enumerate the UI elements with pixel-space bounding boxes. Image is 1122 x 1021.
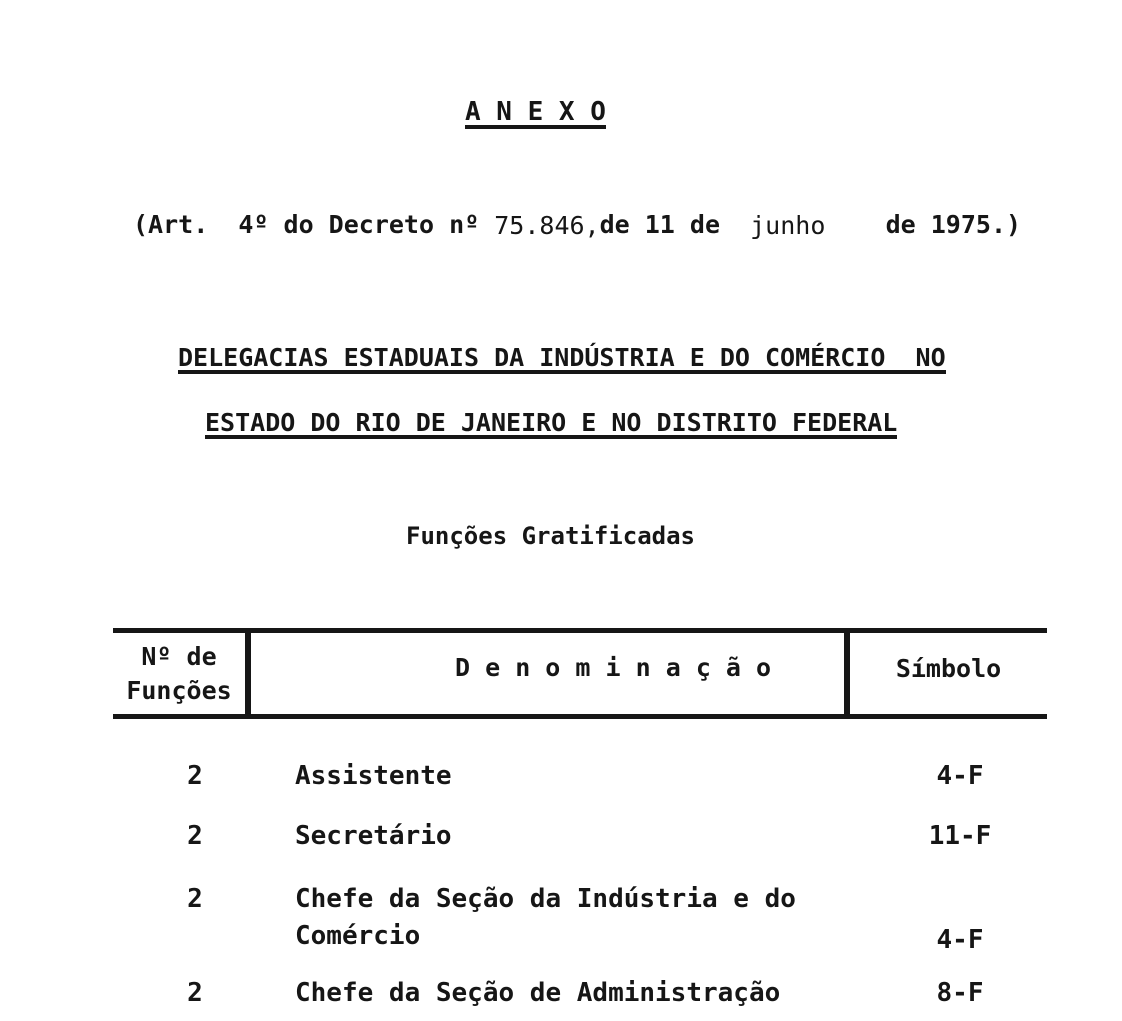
decree-number: 75.846, <box>494 211 600 240</box>
table-row-1-simbolo: 4-F <box>936 761 984 791</box>
table-row-3-simbolo: 4-F <box>936 925 984 955</box>
article-mid: de 11 de <box>599 210 751 239</box>
section-heading-line2: ESTADO DO RIO DE JANEIRO E NO DISTRITO FEDERAL <box>205 408 898 437</box>
article-suffix: de 1975.) <box>825 210 1022 239</box>
column-header-num-funcoes <box>113 640 245 708</box>
decree-month: junho <box>750 211 826 240</box>
table-row-4-simbolo: 8-F <box>936 978 984 1008</box>
table-row-3-num-funcoes: 2 <box>187 884 203 914</box>
table-row-3-denominacao-line1: Chefe da Seção da Indústria e do <box>295 884 796 914</box>
table-row-1-denominacao: Assistente <box>295 761 452 791</box>
column-header-num-funcoes-line2: Funções <box>126 676 232 705</box>
column-header-denominacao: D e n o m i n a ç ã o <box>455 653 772 682</box>
table-row-2-simbolo: 11-F <box>928 821 992 851</box>
article-prefix: (Art. 4º do Decreto nº <box>133 210 495 239</box>
table-row-3-denominacao-line2: Comércio <box>295 921 421 951</box>
column-header-simbolo: Símbolo <box>895 654 1002 683</box>
page-title: A N E X O <box>465 97 606 127</box>
column-header-num-funcoes-line1: Nº de <box>141 642 217 671</box>
article-reference <box>133 212 1021 238</box>
table-header-rule <box>113 714 1047 719</box>
subtitle: Funções Gratificadas <box>406 522 695 550</box>
table-top-rule <box>113 628 1047 633</box>
table-row-4-num-funcoes: 2 <box>187 978 203 1008</box>
table-row-4-denominacao: Chefe da Seção de Administração <box>295 978 781 1008</box>
table-column-divider-1 <box>245 628 251 719</box>
table-row-2-num-funcoes: 2 <box>187 821 203 851</box>
table-row-2-denominacao: Secretário <box>295 821 452 851</box>
section-heading-line1: DELEGACIAS ESTADUAIS DA INDÚSTRIA E DO COMÉRCIO NO <box>178 343 946 372</box>
table-row-1-num-funcoes: 2 <box>187 761 203 791</box>
